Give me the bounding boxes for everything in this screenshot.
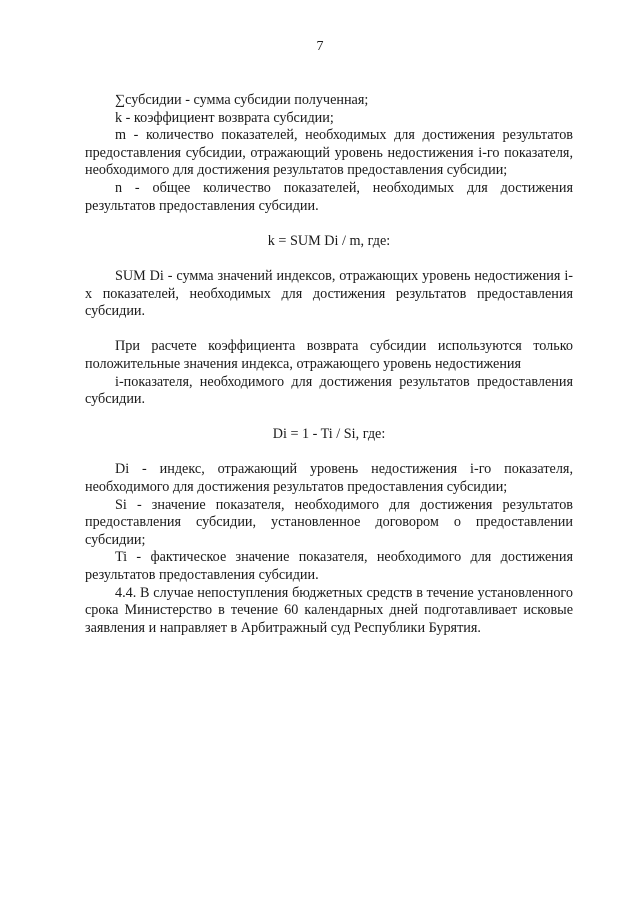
definition-si: Si - значение показателя, необходимого для достижения результатов предоставления субсидии, установленное договором о предоставлении субсидии; xyxy=(85,496,573,548)
page-number: 7 xyxy=(316,39,324,54)
spacer xyxy=(85,321,573,339)
document-body xyxy=(85,92,573,637)
spacer xyxy=(85,250,573,268)
formula-k: k = SUM Di / m, где: xyxy=(267,232,391,249)
paragraph-positive-values-continued: i-показателя, необходимого для достижения результатов предоставления субсидии. xyxy=(85,373,573,408)
formula-di: Di = 1 - Ti / Si, где: xyxy=(272,426,386,443)
spacer xyxy=(85,444,573,462)
spacer xyxy=(85,215,573,233)
definition-n: n - общее количество показателей, необходимых для достижения результатов предоставления субсидии. xyxy=(85,179,573,214)
definition-k: k - коэффициент возврата субсидии; xyxy=(115,109,334,126)
clause-4-4: 4.4. В случае непоступления бюджетных средств в течение установленного срока Министерство в течение 60 календарных дней подготавливает исковые заявления и направляет в Арбитражный суд Республики Бурятия. xyxy=(85,584,573,636)
definition-sum-subsidy: ∑субсидии - сумма субсидии полученная; xyxy=(115,92,369,108)
definition-ti: Ti - фактическое значение показателя, необходимого для достижения результатов предоставления субсидии. xyxy=(85,549,573,584)
definition-m: m - количество показателей, необходимых для достижения результатов предоставления субсидии, отражающий уровень недостижения i-го показателя, необходимого для достижения результатов предоставления субсидии; xyxy=(85,127,573,179)
definition-sum-di: SUM Di - сумма значений индексов, отражающих уровень недостижения i-х показателей, необходимых для достижения результатов предоставления субсидии. xyxy=(85,267,573,320)
definition-di: Di - индекс, отражающий уровень недостижения i-го показателя, необходимого для достижения результатов предоставления субсидии; xyxy=(85,461,573,496)
spacer xyxy=(85,409,573,427)
paragraph-positive-values: При расчете коэффициента возврата субсидии используются только положительные значения индекса, отражающего уровень недостижения xyxy=(85,338,573,372)
